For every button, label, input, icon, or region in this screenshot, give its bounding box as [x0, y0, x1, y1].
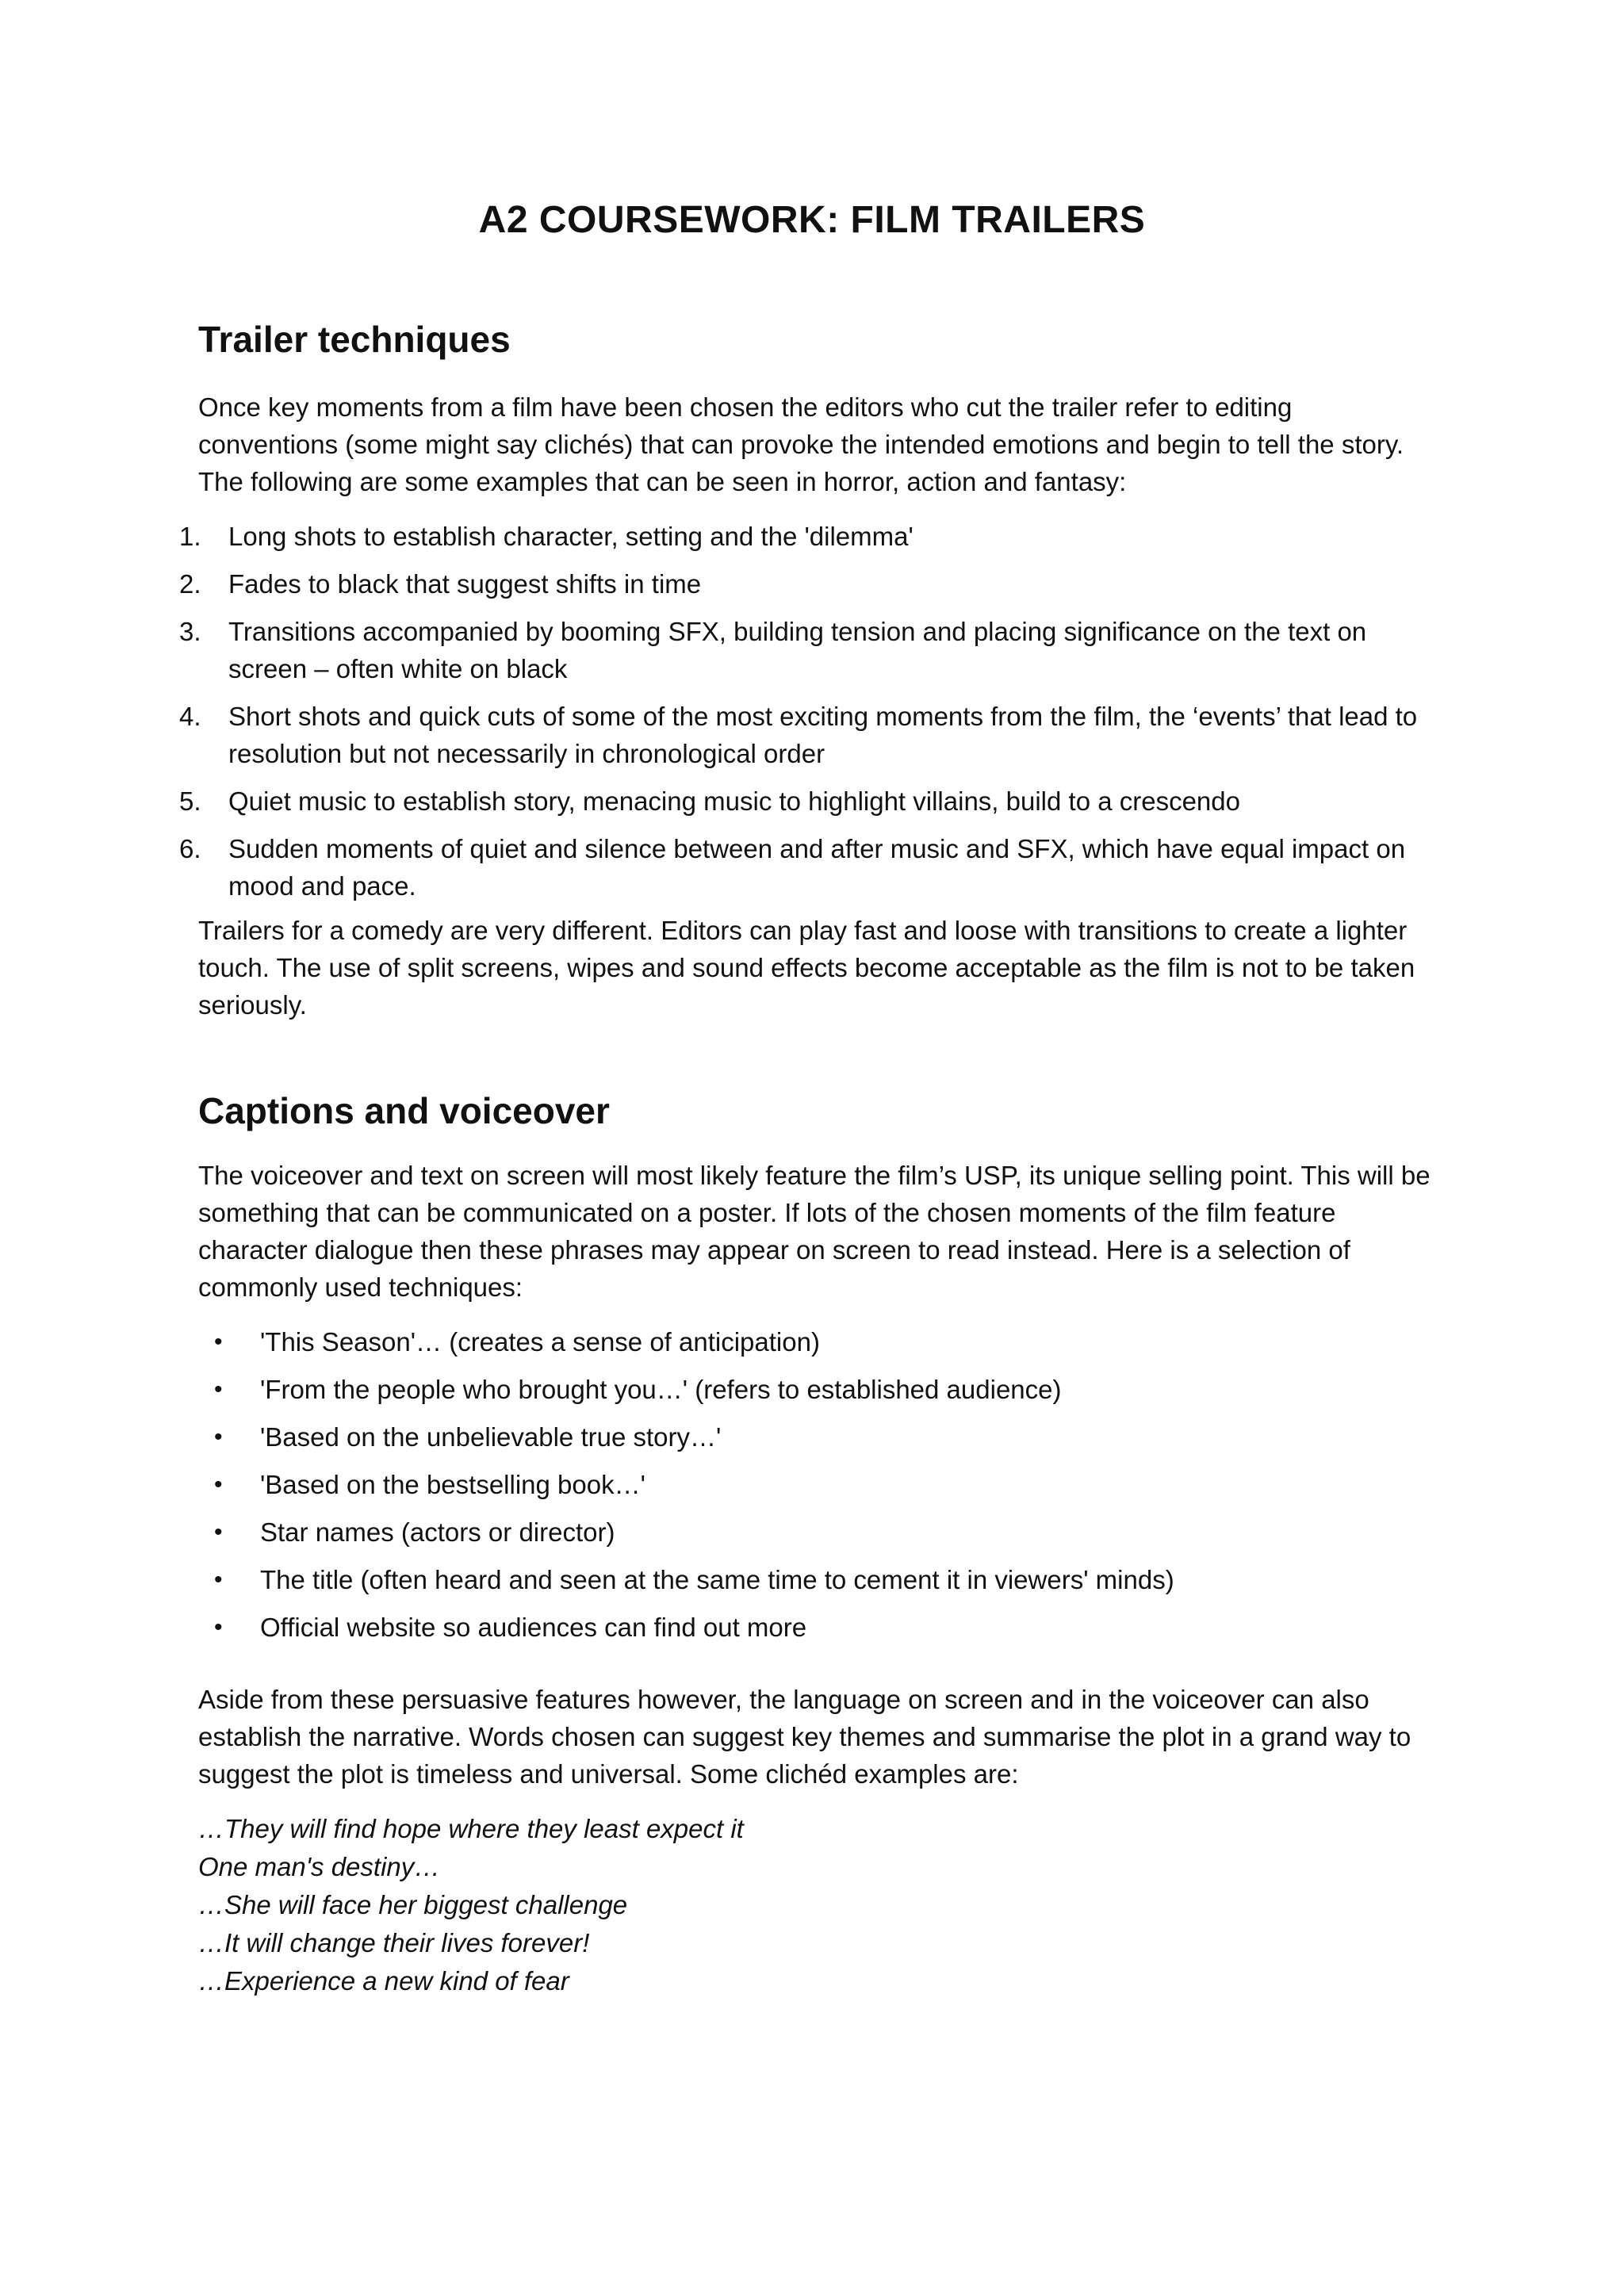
comedy-trailers-paragraph: Trailers for a comedy are very different. Editors can play fast and loose with transitions to create a lighter touch. The use of split screens, wipes and sound effects become acceptable as the film is not to be taken seriously. — [198, 916, 1415, 1020]
trailer-techniques-intro: Once key moments from a film have been chosen the editors who cut the trailer refer to editing conventions (some might say clichés) that can provoke the intended emotions and begin to tell the story. The following are some examples that can be seen in horror, action and fantasy: — [198, 392, 1404, 496]
list-number: 6. — [179, 834, 201, 863]
section-heading-trailer-techniques: Trailer techniques — [198, 319, 511, 360]
cliche-line: …Experience a new kind of fear — [198, 1966, 569, 1996]
list-number: 5. — [179, 786, 201, 816]
list-item-text: Official website so audiences can find out more — [260, 1613, 807, 1642]
section-heading-captions-voiceover: Captions and voiceover — [198, 1090, 610, 1131]
list-item — [179, 613, 1435, 687]
bullet-icon: • — [214, 1471, 223, 1498]
list-number: 4. — [179, 702, 201, 731]
list-item-text: Short shots and quick cuts of some of the most exciting moments from the film, the ‘events’ that lead to resolution but not necessarily in chronological order — [228, 702, 1418, 768]
list-item — [198, 1561, 1435, 1598]
list-item — [179, 518, 1435, 555]
bullet-icon: • — [214, 1614, 223, 1640]
list-item-text: The title (often heard and seen at the same time to cement it in viewers' minds) — [260, 1565, 1174, 1594]
document-body — [179, 309, 1435, 2000]
list-item-text: 'This Season'… (creates a sense of anticipation) — [260, 1327, 820, 1357]
bullet-icon: • — [214, 1376, 223, 1402]
list-number: 2. — [179, 569, 201, 599]
cliche-line: …They will find hope where they least expect it — [198, 1814, 744, 1843]
captions-voiceover-intro: The voiceover and text on screen will most likely feature the film’s USP, its unique selling point. This will be something that can be communicated on a poster. If lots of the chosen moments of the film feature character dialogue then these phrases may appear on screen to read instead. Here is a selection of commonly used techniques: — [198, 1161, 1431, 1302]
cliche-line: …It will change their lives forever! — [198, 1928, 590, 1957]
list-item — [179, 698, 1435, 772]
list-item-text: Fades to black that suggest shifts in time — [228, 569, 702, 599]
list-item — [179, 783, 1435, 820]
list-number: 3. — [179, 617, 201, 646]
list-item-text: Transitions accompanied by booming SFX, building tension and placing significance on the text on screen – often white on black — [228, 617, 1367, 683]
list-item-text: 'From the people who brought you…' (refers to established audience) — [260, 1375, 1062, 1404]
list-item-text: 'Based on the unbelievable true story…' — [260, 1422, 722, 1452]
list-item — [198, 1323, 1435, 1360]
list-item-text: 'Based on the bestselling book…' — [260, 1470, 645, 1499]
bullet-icon: • — [214, 1329, 223, 1355]
list-item — [198, 1609, 1435, 1646]
list-item — [179, 830, 1435, 905]
captions-list — [198, 1323, 1435, 1646]
cliche-line: One man's destiny… — [198, 1852, 441, 1881]
list-item-text: Star names (actors or director) — [260, 1517, 615, 1547]
list-item — [198, 1466, 1435, 1503]
list-number: 1. — [179, 522, 201, 551]
bullet-icon: • — [214, 1424, 223, 1450]
bullet-icon: • — [214, 1567, 223, 1593]
list-item — [198, 1418, 1435, 1456]
narrative-language-paragraph: Aside from these persuasive features however, the language on screen and in the voiceover can also establish the narrative. Words chosen can suggest key themes and summarise the plot in a grand way to suggest the plot is timeless and universal. Some clichéd examples are: — [198, 1685, 1411, 1789]
bullet-icon: • — [214, 1519, 223, 1545]
cliche-line: …She will face her biggest challenge — [198, 1890, 628, 1919]
list-item — [179, 565, 1435, 603]
list-item — [198, 1513, 1435, 1551]
cliche-examples — [198, 1810, 1435, 2000]
list-item — [198, 1371, 1435, 1408]
list-item-text: Sudden moments of quiet and silence between and after music and SFX, which have equal impact on mood and pace. — [228, 834, 1406, 901]
document-title: A2 COURSEWORK: FILM TRAILERS — [478, 199, 1146, 241]
list-item-text: Long shots to establish character, setting and the 'dilemma' — [228, 522, 914, 551]
list-item-text: Quiet music to establish story, menacing music to highlight villains, build to a crescendo — [228, 786, 1240, 816]
techniques-list — [179, 518, 1435, 905]
